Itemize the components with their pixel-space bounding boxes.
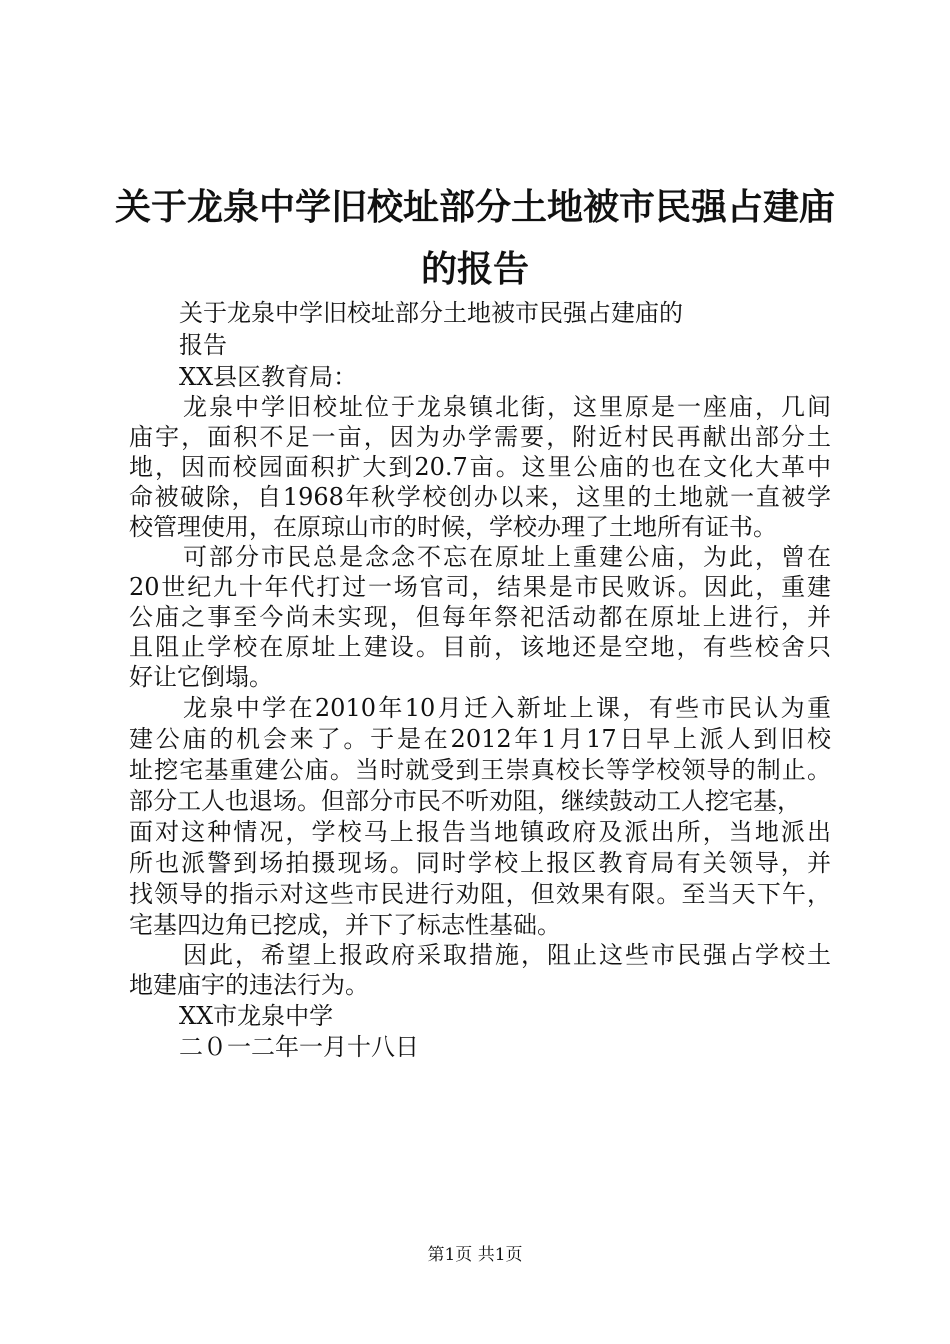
paragraph-2-line: 20世纪九十年代打过一场官司，结果是市民败诉。因此，重建 <box>129 573 831 601</box>
paragraph-1-line: 龙泉中学旧校址位于龙泉镇北街，这里原是一座庙，几间 <box>183 393 831 421</box>
paragraph-3-line: 龙泉中学在2010年10月迁入新址上课，有些市民认为重 <box>183 694 831 722</box>
paragraph-3-line: 所也派警到场拍摄现场。同时学校上报区教育局有关领导，并 <box>129 849 831 877</box>
document-title-line-1: 关于龙泉中学旧校址部分土地被市民强占建庙 <box>114 187 835 228</box>
paragraph-4-line: 地建庙宇的违法行为。 <box>129 971 369 999</box>
paragraph-3-line: 建公庙的机会来了。于是在2012年1月17日早上派人到旧校 <box>129 725 831 753</box>
paragraph-3-line: 宅基四边角已挖成，并下了标志性基础。 <box>129 911 561 939</box>
paragraph-3-line: 址挖宅基重建公庙。当时就受到王崇真校长等学校领导的制止。 <box>129 756 831 784</box>
paragraph-3-line: 找领导的指示对这些市民进行劝阻，但效果有限。至当天下午， <box>129 880 831 908</box>
paragraph-2-line: 公庙之事至今尚未实现，但每年祭祀活动都在原址上进行，并 <box>129 603 831 631</box>
paragraph-4-line: 因此，希望上报政府采取措施，阻止这些市民强占学校土 <box>183 941 831 969</box>
paragraph-1-line: 校管理使用，在原琼山市的时候，学校办理了土地所有证书。 <box>129 513 777 541</box>
subtitle-line-1: 关于龙泉中学旧校址部分土地被市民强占建庙的 <box>179 299 683 327</box>
paragraph-2-line: 可部分市民总是念念不忘在原址上重建公庙，为此，曾在 <box>183 543 831 571</box>
subtitle-line-2: 报告 <box>179 331 227 359</box>
page-number-footer: 第1页 共1页 <box>427 1245 523 1265</box>
document-title-line-2: 的报告 <box>420 249 529 290</box>
paragraph-2-line: 好让它倒塌。 <box>129 663 273 691</box>
document-date: 二０一二年一月十八日 <box>179 1033 419 1061</box>
paragraph-1-line: 地，因而校园面积扩大到20.7亩。这里公庙的也在文化大革中 <box>129 453 831 481</box>
signature: XX市龙泉中学 <box>179 1002 334 1030</box>
paragraph-1-line: 命被破除，自1968年秋学校创办以来，这里的土地就一直被学 <box>129 483 831 511</box>
paragraph-1-line: 庙宇，面积不足一亩，因为办学需要，附近村民再献出部分土 <box>129 423 831 451</box>
addressee: XX县区教育局： <box>179 363 358 391</box>
paragraph-3-line: 部分工人也退场。但部分市民不听劝阻，继续鼓动工人挖宅基， <box>129 787 801 815</box>
paragraph-3-line: 面对这种情况，学校马上报告当地镇政府及派出所，当地派出 <box>129 818 831 846</box>
paragraph-2-line: 且阻止学校在原址上建设。目前，该地还是空地，有些校舍只 <box>129 633 831 661</box>
